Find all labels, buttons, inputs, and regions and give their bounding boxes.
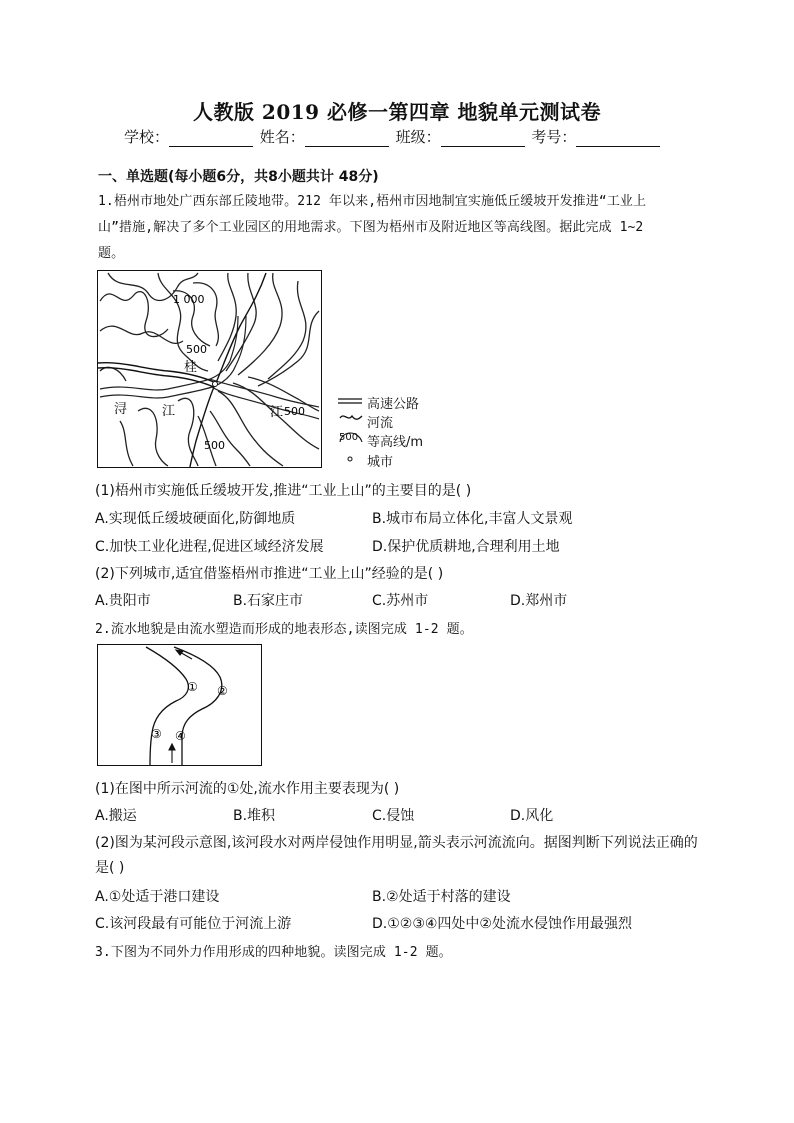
q1-stem-line3: 题。 — [98, 246, 125, 261]
q1-sub1-option-a[interactable]: A.实现低丘缓坡硬面化,防御地质 — [95, 511, 296, 527]
q1-stem-line1: 1.梧州市地处广西东部丘陵地带。212 年以来,梧州市因地制宜实施低丘缓坡开发推进“工业上 — [98, 194, 647, 209]
q2-sub2-line2: 是( ) — [95, 860, 125, 876]
map-label-xun: 浔 — [114, 402, 128, 417]
legend-highway: 高速公路 — [367, 397, 420, 412]
legend-contour-value: 500 — [339, 432, 359, 443]
map-label-1000: 1 000 — [173, 293, 205, 306]
q2-sub1-option-c[interactable]: C.侵蚀 — [372, 808, 415, 824]
map-legend — [336, 392, 446, 472]
map-label-gui: 桂 — [184, 360, 198, 375]
legend-contour: 等高线/m — [367, 435, 424, 450]
student-info-line — [124, 126, 662, 147]
q1-sub2-option-b[interactable]: B.石家庄市 — [233, 593, 304, 609]
q2-sub1: (1)在图中所示河流的①处,流水作用主要表现为( ) — [95, 781, 400, 797]
q2-sub2-option-c[interactable]: C.该河段最有可能位于河流上游 — [95, 916, 292, 932]
name-blank[interactable] — [305, 130, 389, 147]
q2-sub2-option-b[interactable]: B.②处适于村落的建设 — [372, 889, 511, 905]
q1-sub2-option-a[interactable]: A.贵阳市 — [95, 593, 151, 609]
map-label-500-c: 500 — [204, 439, 225, 452]
q1-sub1-option-b[interactable]: B.城市布局立体化,丰富人文景观 — [372, 511, 573, 527]
class-blank[interactable] — [441, 130, 525, 147]
marker-3: ③ — [151, 727, 162, 741]
contour-map-svg — [98, 271, 321, 467]
map-label-500-a: 500 — [186, 343, 207, 356]
q1-stem-line2: 山”措施,解决了多个工业园区的用地需求。下图为梧州市及附近地区等高线图。据此完成 1~2 — [98, 220, 644, 235]
marker-2: ② — [217, 684, 228, 698]
q1-sub1-option-c[interactable]: C.加快工业化进程,促进区域经济发展 — [95, 539, 324, 555]
q1-sub1: (1)梧州市实施低丘缓坡开发,推进“工业上山”的主要目的是( ) — [95, 483, 472, 499]
q2-sub1-option-a[interactable]: A.搬运 — [95, 808, 137, 824]
number-blank[interactable] — [576, 130, 660, 147]
marker-1: ① — [187, 680, 198, 694]
marker-4: ④ — [175, 729, 186, 743]
name-label: 姓名： — [259, 128, 305, 146]
q1-sub2-option-d[interactable]: D.郑州市 — [510, 593, 568, 609]
number-label: 考号： — [531, 128, 577, 146]
q2-sub2-option-a[interactable]: A.①处适于港口建设 — [95, 889, 220, 905]
q2-sub2-line1: (2)图为某河段示意图,该河段水对两岸侵蚀作用明显,箭头表示河流流向。据图判断下列说法正确的 — [95, 835, 698, 851]
q2-sub2-option-d[interactable]: D.①②③④四处中②处流水侵蚀作用最强烈 — [372, 916, 632, 932]
section-heading: 一、单选题(每小题6分，共8小题共计 48分) — [98, 169, 379, 185]
school-label: 学校： — [124, 128, 170, 146]
school-blank[interactable] — [169, 130, 253, 147]
q2-sub1-option-b[interactable]: B.堆积 — [233, 808, 276, 824]
map-label-500-b: 500 — [284, 405, 305, 418]
page-title: 人教版 2019 必修一第四章 地貌单元测试卷 — [192, 100, 602, 124]
q2-sub1-option-d[interactable]: D.风化 — [510, 808, 554, 824]
q1-sub2-option-c[interactable]: C.苏州市 — [372, 593, 429, 609]
class-label: 班级： — [395, 128, 441, 146]
river-meander-svg — [98, 645, 261, 765]
q1-sub2: (2)下列城市,适宜借鉴梧州市推进“工业上山”经验的是( ) — [95, 566, 444, 582]
legend-city: 城市 — [367, 455, 394, 470]
map-label-jiang-2: 江 — [270, 405, 284, 420]
river-meander-figure — [97, 644, 262, 766]
q1-sub1-option-d[interactable]: D.保护优质耕地,合理利用土地 — [372, 539, 560, 555]
legend-river: 河流 — [367, 416, 394, 431]
contour-map-figure — [97, 270, 322, 468]
q3-stem: 3.下图为不同外力作用形成的四种地貌。读图完成 1-2 题。 — [95, 945, 452, 960]
map-label-jiang-1: 江 — [162, 404, 176, 419]
q2-stem: 2.流水地貌是由流水塑造而形成的地表形态,读图完成 1-2 题。 — [95, 622, 473, 637]
